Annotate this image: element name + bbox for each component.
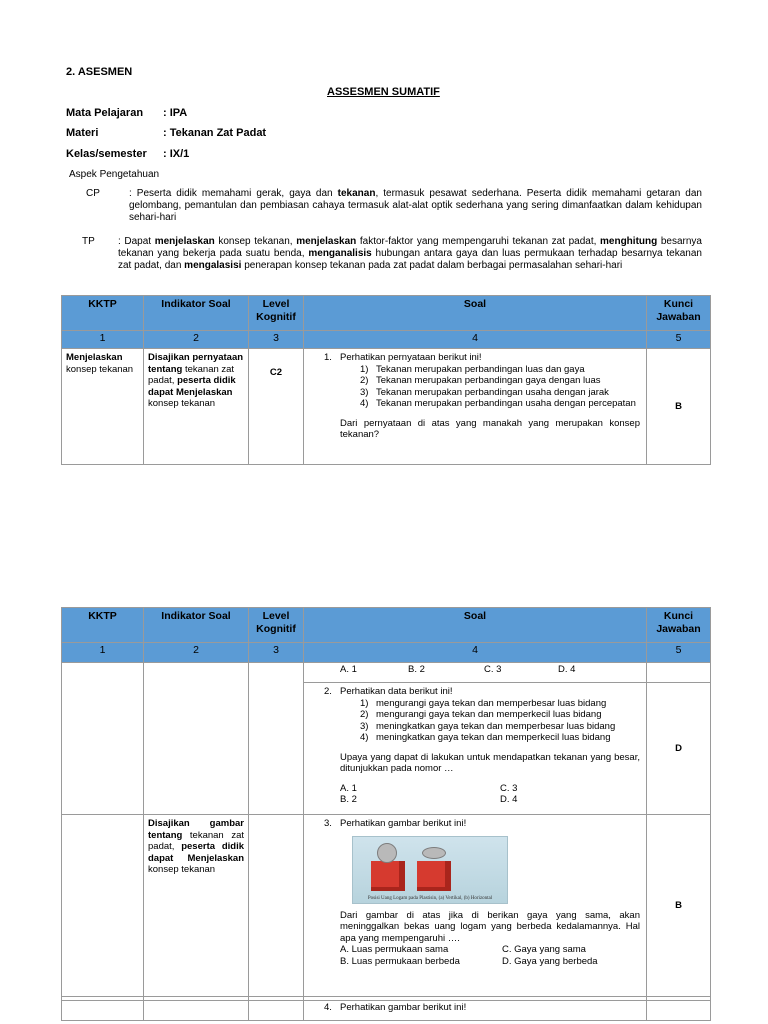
cp-label: CP — [86, 188, 100, 199]
header-kunci: Kunci Jawaban — [647, 296, 711, 331]
soal-cell: 1. Perhatikan pernyataan berikut ini! 1) Tekanan merupakan perbandingan luas dan gaya 2) Tekanan merupakan perbandingan gaya dengan luas 3) Tekanan merupakan perbandingan usaha dengan jarak 4) Tekanan merupakan perbandingan usaha dengan percepatan Dari pernyataan di atas yang manakah yang merupakan konsep tekanan? — [304, 349, 647, 465]
header-kktp: KKTP — [62, 296, 144, 331]
aspek-heading: Aspek Pengetahuan — [69, 169, 160, 180]
answer-key-cell: B — [647, 349, 711, 465]
column-number: 5 — [647, 331, 711, 349]
column-number: 2 — [144, 643, 249, 663]
meta-label-subject: Mata Pelajaran — [66, 107, 144, 119]
header-indikator: Indikator Soal — [144, 608, 249, 643]
header-level: Level Kognitif — [249, 296, 304, 331]
list-item: 4) meningkatkan gaya tekan dan memperkecil luas bidang — [360, 732, 611, 743]
table-row — [62, 1001, 711, 1021]
column-number: 3 — [249, 643, 304, 663]
tp-label: TP — [82, 236, 95, 247]
column-number: 3 — [249, 331, 304, 349]
list-item: 1) mengurangi gaya tekan dan memperbesar luas bidang — [360, 697, 607, 709]
question-prompt: Dari pernyataan di atas yang manakah yang merupakan konsep tekanan? — [340, 417, 640, 440]
header-soal: Soal — [304, 608, 647, 643]
soal-cell: 4. Perhatikan gambar berikut ini! — [304, 1001, 647, 1021]
table-header-row — [62, 296, 711, 331]
plasticine-cube-a — [371, 861, 405, 891]
indikator-cell — [144, 663, 249, 815]
level-cell: C2 — [249, 349, 304, 465]
header-soal: Soal — [304, 296, 647, 331]
list-item: 2) mengurangi gaya tekan dan memperkecil luas bidang — [360, 709, 602, 720]
table-number-row — [62, 643, 711, 663]
document-title: ASSESMEN SUMATIF — [327, 86, 440, 98]
level-cell — [249, 663, 304, 815]
section-title: 2. ASESMEN — [66, 66, 133, 78]
meta-value-material: : Tekanan Zat Padat — [163, 127, 267, 139]
list-item: 1) Tekanan merupakan perbandingan luas dan gaya — [360, 363, 585, 375]
data-list — [324, 698, 640, 744]
kktp-cell: Menjelaskan konsep tekanan — [62, 349, 144, 465]
soal-cell: 2. Perhatikan data berikut ini! 1) mengurangi gaya tekan dan memperbesar luas bidang 2) mengurangi gaya tekan dan memperkecil luas bidang 3) meningkatkan gaya tekan dan memperbesar luas bidang 4) meningkatkan gaya tekan dan memperkecil luas bidang Upaya yang dapat di lakukan untuk mendapatkan tekanan yang besar, ditunjukkan pada nomor … A. 1 C. 3 B. 2 D. 4 — [304, 683, 647, 815]
meta-value-class: : IX/1 — [163, 148, 190, 160]
header-kunci: Kunci Jawaban — [647, 608, 711, 643]
table-row — [62, 815, 711, 997]
table-number-row — [62, 331, 711, 349]
statement-list — [324, 364, 640, 410]
column-number: 1 — [62, 643, 144, 663]
answer-key-cell — [647, 663, 711, 683]
coin-vertical — [377, 843, 397, 863]
column-number: 4 — [304, 643, 647, 663]
answer-options: A. 1 C. 3 B. 2 D. 4 — [340, 782, 518, 805]
indikator-cell: Disajikan pernyataan tentang tekanan zat padat, peserta didik dapat Menjelaskan konsep tekanan — [144, 349, 249, 465]
cp-text: : Peserta didik memahami gerak, gaya dan tekanan, termasuk pesawat sederhana. Peserta didik memahami getaran dan gelombang, pemantulan dan pembiasan cahaya termasuk alat-alat optik sederhana yang sering dimanfaatkan dalam kehidupan sehari-hari — [129, 188, 702, 223]
meta-label-material: Materi — [66, 127, 99, 139]
column-number: 5 — [647, 643, 711, 663]
answer-key-cell: B — [647, 815, 711, 997]
assessment-table-2 — [61, 607, 711, 1021]
question-prompt: Dari gambar di atas jika di berikan gaya yang sama, akan meninggalkan bekas uang logam yang berbeda kedalamannya. Hal apa yang mempengaruhi …. — [340, 909, 640, 944]
image-caption: Posisi Uang Logam pada Plastisin, (a) Vertikal, (b) Horizontal — [367, 895, 493, 901]
header-indikator: Indikator Soal — [144, 296, 249, 331]
table-row — [62, 349, 711, 465]
column-number: 1 — [62, 331, 144, 349]
assessment-table-1 — [61, 295, 711, 465]
coin-horizontal — [422, 847, 446, 859]
indikator-cell: Disajikan gambar tentang tekanan zat padat, peserta didik dapat Menjelaskan konsep tekanan — [144, 815, 249, 997]
meta-value-subject: : IPA — [163, 107, 188, 119]
header-kktp: KKTP — [62, 608, 144, 643]
list-item: 3) Tekanan merupakan perbandingan usaha dengan jarak — [360, 386, 609, 398]
table-header-row — [62, 608, 711, 643]
kktp-cell — [62, 663, 144, 815]
soal-cell: 3. Perhatikan gambar berikut ini! Posisi Uang Logam pada Plastisin, (a) Vertikal, (b) Horizontal Dari gambar di atas jika di berikan gaya yang sama, akan meninggalkan bekas uang logam yang berbeda kedalamannya. Hal apa yang mempengaruhi …. A. Luas permukaan sama C. Gaya yang sama B. Luas permukaan berbeda D. Gaya yang berbeda — [304, 815, 647, 997]
options-cell: A. 1 B. 2 C. 3 D. 4 — [304, 663, 647, 683]
table-row — [62, 663, 711, 683]
plasticine-cube-b — [417, 861, 451, 891]
level-cell — [249, 815, 304, 997]
answer-options: A. Luas permukaan sama C. Gaya yang sama B. Luas permukaan berbeda D. Gaya yang berbeda — [340, 944, 598, 967]
list-item: 2) Tekanan merupakan perbandingan gaya dengan luas — [360, 375, 601, 386]
column-number: 2 — [144, 331, 249, 349]
kktp-cell — [62, 815, 144, 997]
question-prompt: Upaya yang dapat di lakukan untuk mendapatkan tekanan yang besar, ditunjukkan pada nomor … — [340, 751, 640, 774]
answer-key-cell: D — [647, 683, 711, 815]
meta-label-class: Kelas/semester — [66, 148, 147, 160]
column-number: 4 — [304, 331, 647, 349]
list-item: 4) Tekanan merupakan perbandingan usaha dengan percepatan — [360, 398, 636, 409]
tp-text: : Dapat menjelaskan konsep tekanan, menjelaskan faktor-faktor yang mempengaruhi tekanan zat padat, menghitung besarnya tekanan yang bekerja pada suatu benda, menganalisis hubungan antara gaya dan luas permukaan terhadap besarnya tekanan zat padat, dan mengalasisi penerapan konsep tekanan pada zat padat dalam berbagai permasalahan sehari-hari — [118, 236, 702, 271]
coin-plasticine-image — [352, 836, 508, 904]
list-item: 3) meningkatkan gaya tekan dan memperbesar luas bidang — [360, 720, 616, 732]
header-level: Level Kognitif — [249, 608, 304, 643]
